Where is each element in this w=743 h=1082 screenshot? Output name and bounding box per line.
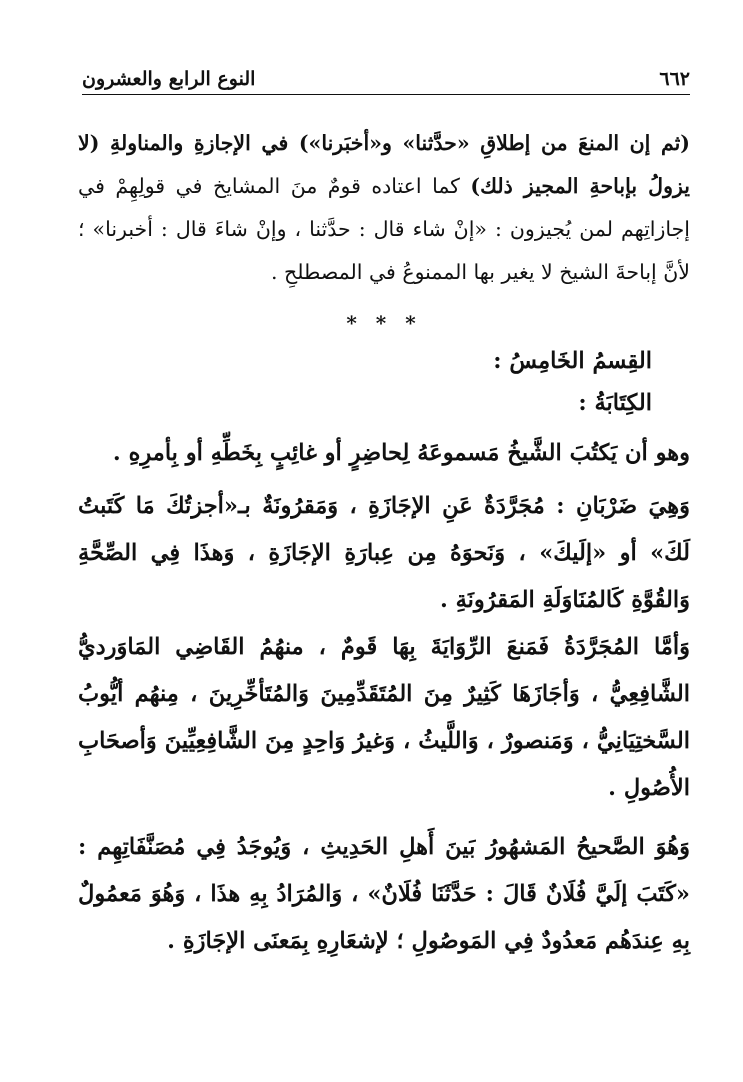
paragraph-intro [78, 122, 690, 294]
section-heading: القِسمُ الخَامِسُ : [493, 348, 652, 374]
spacer [78, 812, 690, 824]
running-title: النوع الرابع والعشرون [82, 68, 256, 90]
paragraph-opinions: وَأمَّا المُجَرَّدَةُ فَمَنعَ الرِّوَايَةَ بِهَا قَومٌ ، منهُمُ القَاضِي المَاوَرديُّ الشَّافِعِيُّ ، وَأجَازَهَا كَثِيرٌ مِنَ المُتَقَدِّمِينَ وَالمُتَأخِّرِينَ ، مِنهُم أيُّوبُ السَّختِيَانِيُّ ، وَمَنصورٌ ، وَاللَّيثُ ، وَغيرُ وَاحِدٍ مِنَ الشَّافِعِيِّينَ وَأصحَابِ الأُصُولِ . [78, 634, 690, 801]
section-separator: * * * [346, 311, 422, 335]
commentary-text: كما اعتاده قومٌ منَ المشايخ في قولِهِمْ في إجازاتِهم لمن يُجيزون : «إنْ شاء قال : حدَّثنا ، وإنْ شاءَ قال : أخبرنا» ؛ لأنَّ إباحةَ الشيخ لا يغير بها الممنوعُ في المصطلحِ . [78, 174, 690, 284]
paragraph-definition: وهو أن يَكتُبَ الشَّيخُ مَسموعَهُ لِحاضِرٍ أو غائِبٍ بِخَطِّهِ أو بِأمرِهِ . [112, 440, 690, 466]
paragraph-types: وَهِيَ ضَرْبَانِ : مُجَرَّدَةٌ عَنِ الإجَازَةِ ، وَمَقرُونَةٌ بـ«أجزتُكَ مَا كَتَبتُ لَكَ» أو «إلَيكَ» ، وَنَحوَهُ مِن عِبارَةِ الإجَازَةِ ، وَهذَا فِي الصِّحَّةِ وَالقُوَّةِ كَالمُنَاوَلَةِ المَقرُونَةِ . [78, 493, 690, 613]
running-header [82, 64, 690, 95]
page-body [78, 122, 690, 965]
subsection-heading: الكِتَابَةُ : [578, 390, 652, 416]
paragraph-conclusion: وَهُوَ الصَّحيحُ المَشهُورُ بَينَ أَهلِ الحَدِيثِ ، وَيُوجَدُ فِي مُصَنَّفَاتِهِم : «كَتَبَ إلَيَّ فُلَانٌ قَالَ : حَدَّثَنَا فُلَانٌ» ، وَالمُرَادُ بِهِ هذَا ، وَهُوَ مَعمُولٌ بِهِ عِندَهُم مَعدُودٌ فِي المَوصُولِ ؛ لإشعَارِهِ بِمَعنَى الإجَازَةِ . [78, 834, 690, 954]
quoted-matn: (ثم إن المنعَ من إطلاقِ «حدَّثنا» و«أخبَرنا») في الإجازةِ والمناولةِ (لا يزولُ بإباحةِ المجيز ذلك) [78, 131, 690, 198]
page-number: ٦٦٢ [659, 68, 690, 90]
